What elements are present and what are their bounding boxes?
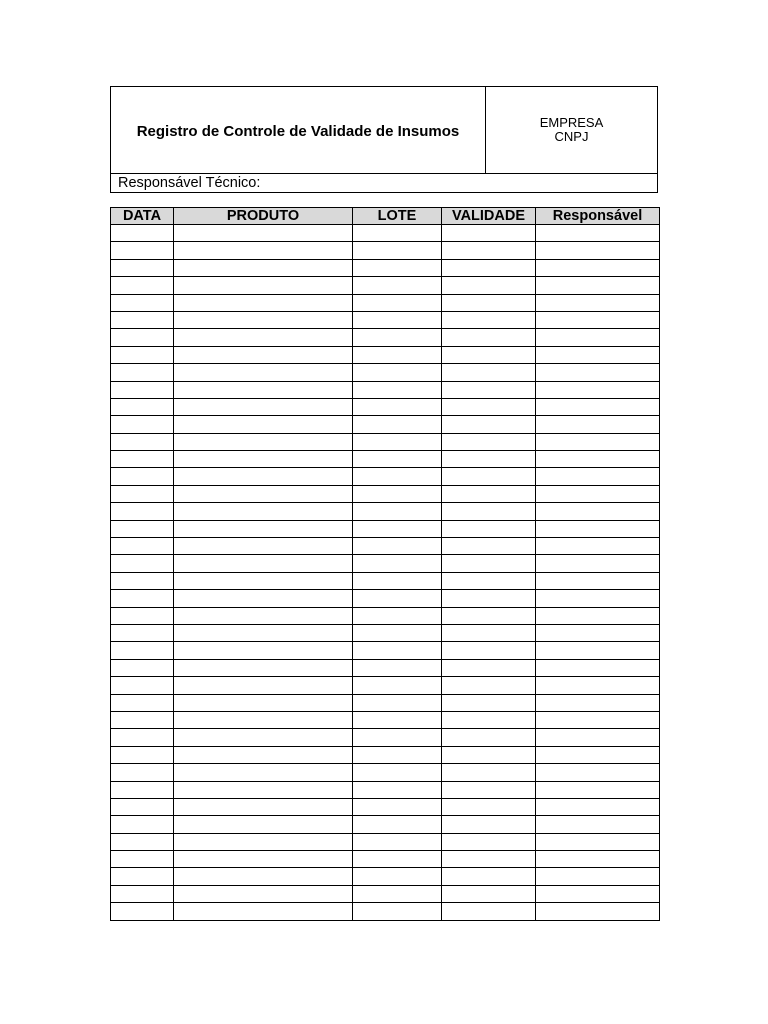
table-cell: [442, 711, 536, 728]
table-row: [111, 851, 660, 868]
table-cell: [536, 346, 660, 363]
table-row: [111, 798, 660, 815]
table-cell: [442, 590, 536, 607]
table-cell: [111, 711, 174, 728]
table-cell: [111, 294, 174, 311]
table-cell: [442, 642, 536, 659]
validity-log-table: [110, 207, 660, 921]
table-cell: [174, 468, 353, 485]
table-cell: [536, 433, 660, 450]
column-header-responsavel: Responsável: [536, 208, 660, 225]
table-cell: [442, 364, 536, 381]
table-cell: [111, 851, 174, 868]
table-cell: [536, 851, 660, 868]
table-cell: [536, 885, 660, 902]
table-cell: [353, 903, 442, 920]
table-cell: [111, 746, 174, 763]
table-row: [111, 885, 660, 902]
table-cell: [174, 398, 353, 415]
table-cell: [442, 451, 536, 468]
table-row: [111, 329, 660, 346]
table-cell: [174, 329, 353, 346]
table-row: [111, 451, 660, 468]
table-row: [111, 764, 660, 781]
table-cell: [174, 642, 353, 659]
table-cell: [536, 798, 660, 815]
table-cell: [111, 520, 174, 537]
table-cell: [111, 242, 174, 259]
table-cell: [111, 259, 174, 276]
company-name-label: EMPRESA: [539, 115, 604, 130]
table-cell: [174, 781, 353, 798]
table-cell: [536, 903, 660, 920]
table-cell: [442, 607, 536, 624]
table-cell: [111, 485, 174, 502]
column-header-lote: LOTE: [353, 208, 442, 225]
table-cell: [174, 729, 353, 746]
table-cell: [174, 416, 353, 433]
table-cell: [111, 538, 174, 555]
table-row: [111, 659, 660, 676]
table-cell: [111, 798, 174, 815]
table-cell: [353, 711, 442, 728]
table-row: [111, 346, 660, 363]
table-cell: [111, 868, 174, 885]
table-cell: [353, 364, 442, 381]
table-cell: [353, 225, 442, 242]
table-cell: [174, 538, 353, 555]
table-row: [111, 433, 660, 450]
table-cell: [442, 538, 536, 555]
table-row: [111, 259, 660, 276]
table-row: [111, 572, 660, 589]
table-cell: [111, 677, 174, 694]
table-row: [111, 277, 660, 294]
table-cell: [174, 294, 353, 311]
table-row: [111, 590, 660, 607]
table-cell: [442, 729, 536, 746]
table-cell: [536, 416, 660, 433]
table-cell: [111, 572, 174, 589]
company-info: [486, 87, 657, 173]
table-cell: [174, 520, 353, 537]
table-cell: [111, 816, 174, 833]
table-cell: [353, 624, 442, 641]
table-header-row: [111, 208, 660, 225]
table-row: [111, 746, 660, 763]
table-row: [111, 677, 660, 694]
table-cell: [536, 607, 660, 624]
table-cell: [111, 451, 174, 468]
table-cell: [536, 746, 660, 763]
table-cell: [536, 711, 660, 728]
table-cell: [442, 694, 536, 711]
table-cell: [442, 659, 536, 676]
table-cell: [536, 364, 660, 381]
table-cell: [353, 590, 442, 607]
table-cell: [442, 416, 536, 433]
table-body: [111, 225, 660, 921]
table-cell: [442, 433, 536, 450]
table-cell: [353, 659, 442, 676]
table-cell: [442, 677, 536, 694]
table-cell: [111, 642, 174, 659]
table-cell: [111, 468, 174, 485]
table-cell: [442, 624, 536, 641]
table-cell: [174, 242, 353, 259]
table-cell: [536, 277, 660, 294]
table-cell: [111, 277, 174, 294]
table-cell: [536, 659, 660, 676]
table-cell: [536, 311, 660, 328]
table-row: [111, 468, 660, 485]
table-cell: [174, 364, 353, 381]
table-row: [111, 503, 660, 520]
table-cell: [111, 329, 174, 346]
table-cell: [442, 885, 536, 902]
table-row: [111, 538, 660, 555]
table-cell: [353, 764, 442, 781]
table-row: [111, 311, 660, 328]
responsible-technician-field: [110, 174, 658, 193]
table-cell: [353, 833, 442, 850]
table-cell: [353, 729, 442, 746]
table-cell: [442, 398, 536, 415]
table-cell: [353, 607, 442, 624]
table-cell: [111, 225, 174, 242]
table-cell: [353, 242, 442, 259]
table-cell: [536, 816, 660, 833]
table-cell: [442, 294, 536, 311]
column-header-produto: PRODUTO: [174, 208, 353, 225]
table-cell: [442, 764, 536, 781]
table-cell: [536, 468, 660, 485]
table-row: [111, 694, 660, 711]
table-cell: [442, 572, 536, 589]
table-row: [111, 781, 660, 798]
table-row: [111, 729, 660, 746]
table-cell: [442, 311, 536, 328]
table-cell: [353, 503, 442, 520]
table-cell: [174, 346, 353, 363]
table-cell: [174, 711, 353, 728]
table-cell: [536, 677, 660, 694]
table-cell: [111, 659, 174, 676]
table-cell: [111, 903, 174, 920]
table-cell: [442, 555, 536, 572]
table-cell: [174, 885, 353, 902]
table-cell: [174, 555, 353, 572]
table-cell: [442, 746, 536, 763]
table-cell: [111, 433, 174, 450]
table-cell: [536, 555, 660, 572]
table-cell: [442, 225, 536, 242]
table-cell: [536, 781, 660, 798]
table-row: [111, 555, 660, 572]
table-cell: [442, 868, 536, 885]
table-cell: [111, 503, 174, 520]
table-cell: [111, 364, 174, 381]
table-cell: [536, 520, 660, 537]
table-row: [111, 225, 660, 242]
table-cell: [174, 485, 353, 502]
table-cell: [174, 277, 353, 294]
table-cell: [111, 764, 174, 781]
table-row: [111, 624, 660, 641]
table-cell: [442, 329, 536, 346]
table-cell: [174, 433, 353, 450]
table-cell: [353, 259, 442, 276]
table-cell: [442, 259, 536, 276]
table-cell: [536, 624, 660, 641]
table-cell: [111, 416, 174, 433]
table-cell: [353, 346, 442, 363]
table-cell: [442, 798, 536, 815]
table-row: [111, 816, 660, 833]
table-cell: [536, 398, 660, 415]
table-cell: [442, 816, 536, 833]
table-row: [111, 364, 660, 381]
table-cell: [442, 277, 536, 294]
table-row: [111, 242, 660, 259]
table-row: [111, 711, 660, 728]
table-cell: [353, 694, 442, 711]
table-cell: [174, 903, 353, 920]
table-cell: [442, 851, 536, 868]
table-cell: [353, 538, 442, 555]
table-cell: [353, 485, 442, 502]
table-cell: [174, 677, 353, 694]
table-cell: [536, 329, 660, 346]
table-cell: [353, 311, 442, 328]
table-cell: [174, 798, 353, 815]
table-cell: [174, 607, 353, 624]
table-cell: [111, 346, 174, 363]
table-cell: [111, 781, 174, 798]
table-row: [111, 833, 660, 850]
table-cell: [536, 729, 660, 746]
table-cell: [353, 798, 442, 815]
table-row: [111, 903, 660, 920]
table-cell: [174, 833, 353, 850]
table-cell: [174, 225, 353, 242]
table-cell: [536, 868, 660, 885]
table-cell: [174, 746, 353, 763]
table-row: [111, 642, 660, 659]
table-cell: [442, 833, 536, 850]
table-cell: [111, 381, 174, 398]
table-cell: [174, 694, 353, 711]
table-cell: [174, 816, 353, 833]
table-cell: [111, 885, 174, 902]
table-cell: [111, 833, 174, 850]
table-cell: [174, 624, 353, 641]
table-cell: [353, 451, 442, 468]
table-cell: [111, 555, 174, 572]
table-cell: [111, 607, 174, 624]
table-cell: [353, 816, 442, 833]
table-cell: [353, 277, 442, 294]
table-cell: [174, 572, 353, 589]
table-row: [111, 868, 660, 885]
table-cell: [536, 538, 660, 555]
table-cell: [442, 468, 536, 485]
table-cell: [174, 503, 353, 520]
table-cell: [353, 868, 442, 885]
table-cell: [353, 416, 442, 433]
table-cell: [111, 694, 174, 711]
table-cell: [353, 885, 442, 902]
column-header-data: DATA: [111, 208, 174, 225]
table-cell: [536, 503, 660, 520]
table-cell: [536, 572, 660, 589]
table-cell: [536, 381, 660, 398]
table-cell: [536, 764, 660, 781]
table-cell: [353, 329, 442, 346]
table-cell: [442, 503, 536, 520]
table-row: [111, 485, 660, 502]
table-cell: [536, 642, 660, 659]
table-cell: [536, 259, 660, 276]
table-cell: [111, 624, 174, 641]
table-cell: [353, 555, 442, 572]
table-cell: [353, 381, 442, 398]
table-cell: [174, 764, 353, 781]
table-cell: [111, 590, 174, 607]
table-cell: [442, 520, 536, 537]
column-header-validade: VALIDADE: [442, 208, 536, 225]
table-cell: [536, 590, 660, 607]
table-cell: [174, 259, 353, 276]
document-title: Registro de Controle de Validade de Insumos: [111, 87, 486, 173]
table-cell: [536, 294, 660, 311]
table-cell: [111, 398, 174, 415]
table-cell: [353, 572, 442, 589]
table-cell: [536, 833, 660, 850]
table-cell: [353, 642, 442, 659]
table-row: [111, 398, 660, 415]
table-cell: [442, 903, 536, 920]
table-cell: [353, 851, 442, 868]
table-cell: [442, 381, 536, 398]
table-cell: [353, 781, 442, 798]
table-cell: [353, 433, 442, 450]
table-cell: [536, 694, 660, 711]
table-cell: [442, 485, 536, 502]
responsible-technician-label: Responsável Técnico:: [118, 175, 261, 191]
table-cell: [536, 451, 660, 468]
table-cell: [174, 311, 353, 328]
table-cell: [353, 468, 442, 485]
table-cell: [174, 868, 353, 885]
table-row: [111, 416, 660, 433]
table-cell: [353, 746, 442, 763]
table-cell: [174, 381, 353, 398]
table-row: [111, 381, 660, 398]
table-row: [111, 520, 660, 537]
company-cnpj-label: CNPJ: [554, 129, 589, 144]
table-cell: [174, 659, 353, 676]
table-cell: [353, 520, 442, 537]
table-row: [111, 294, 660, 311]
table-cell: [536, 242, 660, 259]
table-cell: [442, 346, 536, 363]
table-cell: [536, 485, 660, 502]
table-cell: [174, 851, 353, 868]
table-row: [111, 607, 660, 624]
table-cell: [111, 311, 174, 328]
table-cell: [536, 225, 660, 242]
table-cell: [353, 294, 442, 311]
table-cell: [442, 781, 536, 798]
table-cell: [174, 590, 353, 607]
table-cell: [353, 677, 442, 694]
table-cell: [442, 242, 536, 259]
table-cell: [111, 729, 174, 746]
table-cell: [174, 451, 353, 468]
table-cell: [353, 398, 442, 415]
document-header: [110, 86, 658, 174]
